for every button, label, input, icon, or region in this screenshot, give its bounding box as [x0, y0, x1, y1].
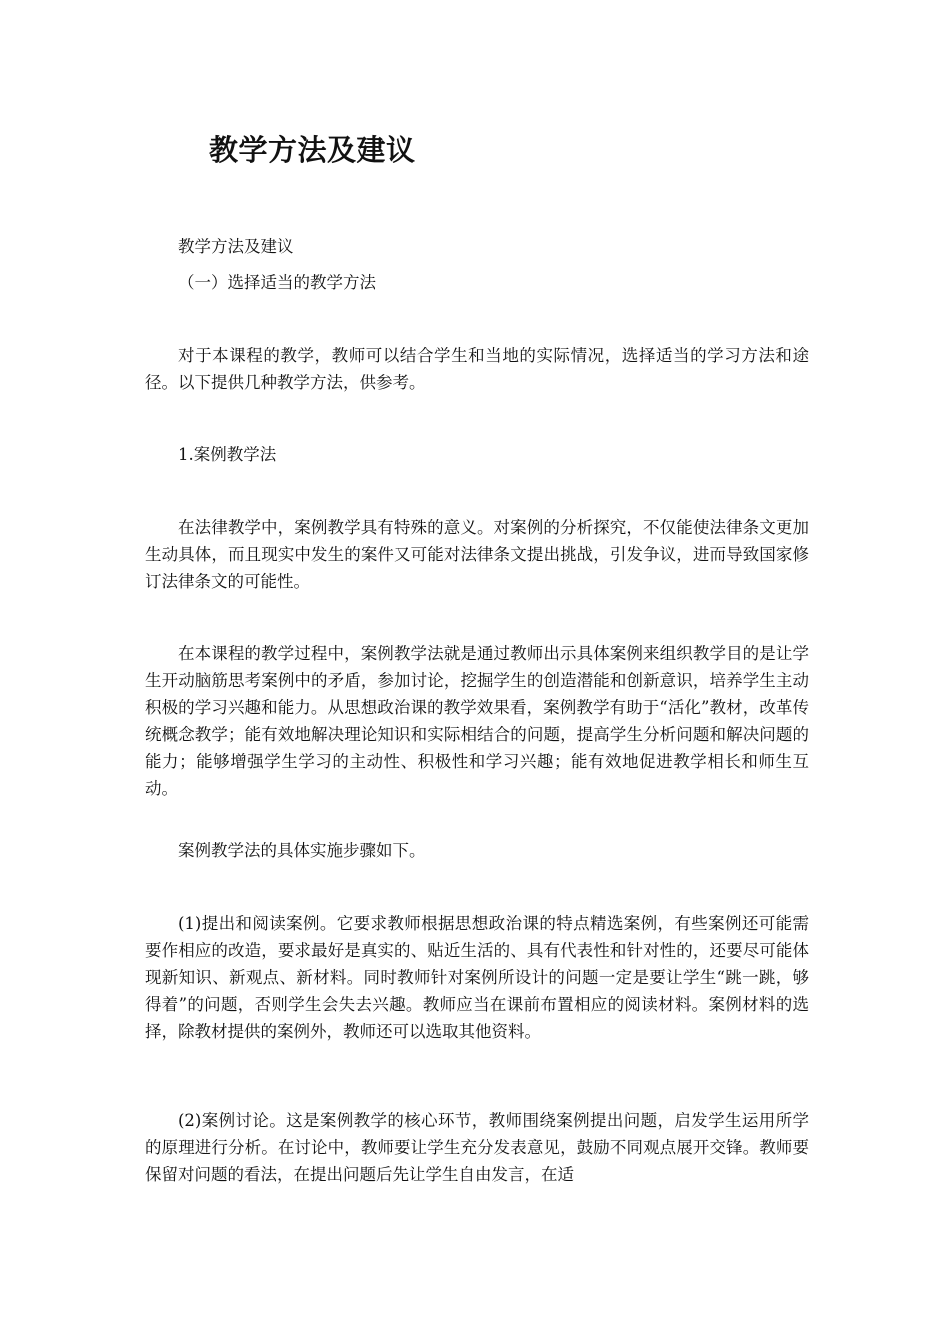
document-title: 教学方法及建议 — [209, 133, 416, 167]
section-heading: 教学方法及建议 — [178, 237, 294, 256]
body-paragraph: (1)提出和阅读案例。它要求教师根据思想政治课的特点精选案例，有些案例还可能需要作相应的改造，要求最好是真实的、贴近生活的、具有代表性和针对性的，还要尽可能体现新知识、新观点、新材料。同时教师针对案例所设计的问题一定是要让学生“跳一跳，够得着”的问题，否则学生会失去兴趣。教师应当在课前布置相应的阅读材料。案例材料的选择，除教材提供的案例外，教师还可以选取其他资料。 — [145, 914, 809, 1041]
body-paragraph: (2)案例讨论。这是案例教学的核心环节，教师围绕案例提出问题，启发学生运用所学的原理进行分析。在讨论中，教师要让学生充分发表意见，鼓励不同观点展开交锋。教师要保留对问题的看法，在提出问题后先让学生自由发言，在适 — [145, 1111, 809, 1184]
subsection-heading: （一）选择适当的教学方法 — [178, 273, 376, 292]
intro-paragraph: 对于本课程的教学，教师可以结合学生和当地的实际情况，选择适当的学习方法和途径。以下提供几种教学方法，供参考。 — [145, 346, 809, 392]
body-paragraph: 在本课程的教学过程中，案例教学法就是通过教师出示具体案例来组织教学目的是让学生开动脑筋思考案例中的矛盾，参加讨论，挖掘学生的创造潜能和创新意识，培养学生主动积极的学习兴趣和能力。从思想政治课的教学效果看，案例教学有助于“活化”教材，改革传统概念教学；能有效地解决理论知识和实际相结合的问题，提高学生分析问题和解决问题的能力；能够增强学生学习的主动性、积极性和学习兴趣；能有效地促进教学相长和师生互动。 — [145, 644, 809, 798]
body-paragraph: 案例教学法的具体实施步骤如下。 — [178, 841, 426, 860]
method-heading: 1.案例教学法 — [178, 445, 277, 464]
body-paragraph: 在法律教学中，案例教学具有特殊的意义。对案例的分析探究，不仅能使法律条文更加生动具体，而且现实中发生的案件又可能对法律条文提出挑战，引发争议，进而导致国家修订法律条文的可能性。 — [145, 518, 809, 591]
